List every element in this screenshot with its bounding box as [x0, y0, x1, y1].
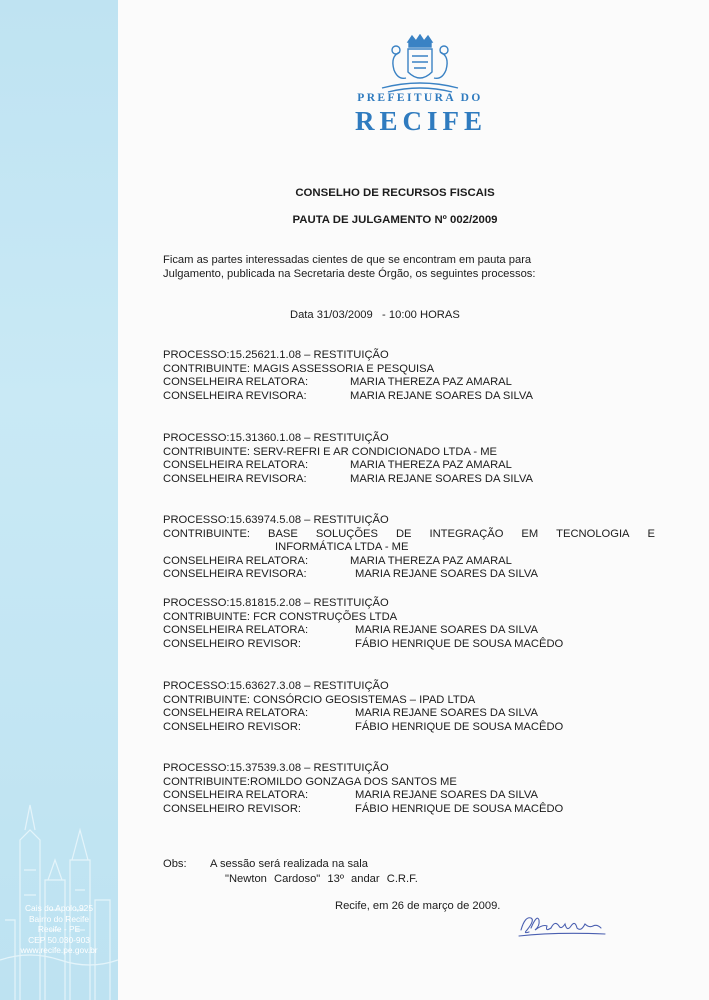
footer-address: [4, 903, 114, 956]
process-number: PROCESSO:15.31360.1.08 – RESTITUIÇÃO: [163, 432, 389, 444]
reviewer-label: CONSELHEIRO REVISOR:: [163, 802, 302, 815]
recife-coat-of-arms-icon: [378, 34, 462, 96]
reviewer-label: CONSELHEIRA REVISORA:: [163, 472, 307, 485]
org-name-small: PREFEITURA DO: [357, 92, 483, 104]
rapporteur-name: MARIA THEREZA PAZ AMARAL: [350, 554, 512, 567]
rapporteur-name: MARIA REJANE SOARES DA SILVA: [355, 789, 538, 802]
contributor: CONTRIBUINTE: SERV-REFRI E AR CONDICIONADO LTDA - ME: [163, 445, 498, 458]
contributor-word: SOLUÇÕES: [315, 527, 378, 540]
page-subtitle: PAUTA DE JULGAMENTO Nº 002/2009: [292, 214, 498, 226]
process-number: PROCESSO:15.63627.3.08 – RESTITUIÇÃO: [163, 680, 389, 692]
handwritten-signature: [515, 906, 610, 940]
reviewer-name: MARIA REJANE SOARES DA SILVA: [350, 472, 533, 485]
reviewer-name: FÁBIO HENRIQUE DE SOUSA MACÊDO: [355, 720, 564, 733]
reviewer-label: CONSELHEIRO REVISOR:: [163, 720, 302, 733]
sidebar-band: [0, 0, 118, 1000]
reviewer-name: FÁBIO HENRIQUE DE SOUSA MACÊDO: [355, 802, 564, 815]
contributor: CONTRIBUINTE: MAGIS ASSESSORIA E PESQUISA: [163, 362, 435, 375]
contributor-word: DE: [395, 527, 412, 540]
obs-line: "Newton Cardoso" 13º andar C.R.F.: [225, 873, 418, 885]
process-number: PROCESSO:15.81815.2.08 – RESTITUIÇÃO: [163, 597, 389, 609]
address-line: Recife - PE: [37, 924, 81, 935]
contributor: CONTRIBUINTE: CONSÓRCIO GEOSISTEMAS – IPAD LTDA: [163, 693, 476, 706]
reviewer-label: CONSELHEIRA REVISORA:: [163, 389, 307, 402]
rapporteur-label: CONSELHEIRA RELATORA:: [163, 376, 309, 389]
contributor-word: INTEGRAÇÃO: [429, 527, 504, 540]
reviewer-name: MARIA REJANE SOARES DA SILVA: [355, 568, 538, 581]
rapporteur-label: CONSELHEIRA RELATORA:: [163, 459, 309, 472]
rapporteur-name: MARIA REJANE SOARES DA SILVA: [355, 624, 538, 637]
contributor: CONTRIBUINTE: FCR CONSTRUÇÕES LTDA: [163, 610, 398, 623]
page-title: CONSELHO DE RECURSOS FISCAIS: [295, 187, 495, 199]
rapporteur-name: MARIA THEREZA PAZ AMARAL: [350, 376, 512, 389]
rapporteur-label: CONSELHEIRA RELATORA:: [163, 554, 309, 567]
contributor-word: EM: [521, 527, 539, 540]
contributor-word: TECNOLOGIA: [556, 527, 630, 540]
rapporteur-label: CONSELHEIRA RELATORA:: [163, 707, 309, 720]
reviewer-label: CONSELHEIRO REVISOR:: [163, 637, 302, 650]
obs-label: Obs:: [163, 858, 187, 870]
address-line: CEP 50.030-903: [28, 934, 90, 945]
obs-line: A sessão será realizada na sala: [210, 858, 368, 870]
contributor-word: E: [647, 527, 655, 540]
rapporteur-label: CONSELHEIRA RELATORA:: [163, 624, 309, 637]
address-line: Cais do Apolo,925: [25, 903, 93, 913]
website-link[interactable]: www.recife.pe.gov.br: [20, 945, 98, 956]
process-number: PROCESSO:15.25621.1.08 – RESTITUIÇÃO: [163, 349, 389, 361]
process-entry: [163, 514, 655, 582]
process-number: PROCESSO:15.63974.5.08 – RESTITUIÇÃO: [163, 514, 389, 526]
session-date: Data 31/03/2009 - 10:00 HORAS: [290, 309, 460, 321]
contributor: [163, 528, 655, 542]
city-skyline-watermark-icon: [0, 720, 118, 1000]
address-line: Bairro do Recife: [28, 913, 90, 924]
rapporteur-label: CONSELHEIRA RELATORA:: [163, 789, 309, 802]
contributor: CONTRIBUINTE:ROMILDO GONZAGA DOS SANTOS ME: [163, 775, 457, 788]
intro-paragraph: [163, 253, 603, 281]
rapporteur-name: MARIA REJANE SOARES DA SILVA: [355, 707, 538, 720]
place-and-date: Recife, em 26 de março de 2009.: [335, 900, 501, 912]
reviewer-name: MARIA REJANE SOARES DA SILVA: [350, 389, 533, 402]
reviewer-label: CONSELHEIRA REVISORA:: [163, 568, 307, 581]
intro-line: Ficam as partes interessadas cientes de que se encontram em pauta para: [163, 254, 532, 266]
process-number: PROCESSO:15.37539.3.08 – RESTITUIÇÃO: [163, 762, 389, 774]
intro-line: Julgamento, publicada na Secretaria deste Órgão, os seguintes processos:: [163, 268, 536, 280]
rapporteur-name: MARIA THEREZA PAZ AMARAL: [350, 459, 512, 472]
reviewer-name: FÁBIO HENRIQUE DE SOUSA MACÊDO: [355, 637, 564, 650]
org-name-large: RECIFE: [354, 106, 487, 136]
contributor-word: BASE: [267, 527, 298, 540]
contributor-word: CONTRIBUINTE:: [163, 527, 251, 540]
contributor-continuation: INFORMÁTICA LTDA - ME: [275, 541, 409, 554]
